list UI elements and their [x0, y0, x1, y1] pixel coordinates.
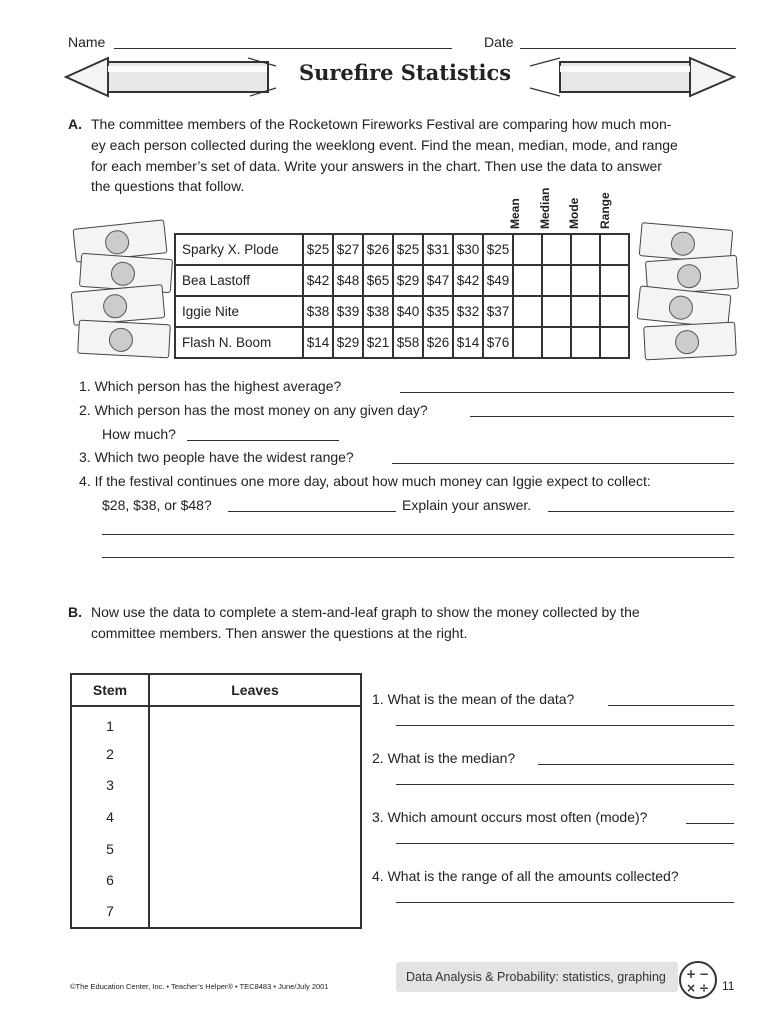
column-header-mode: Mode	[567, 197, 581, 229]
date-field[interactable]	[520, 48, 736, 49]
stem-value: 7	[71, 896, 149, 928]
amount-cell: $31	[423, 234, 453, 265]
table-row	[71, 738, 361, 770]
answer-line-a4[interactable]	[228, 511, 396, 512]
mean-answer-cell[interactable]	[513, 265, 542, 296]
svg-text:+: +	[686, 967, 697, 981]
median-answer-cell[interactable]	[542, 265, 571, 296]
topic-text: Data Analysis & Probability: statistics, graphing	[406, 970, 666, 984]
amount-cell: $47	[423, 265, 453, 296]
question-b3: 3. Which amount occurs most often (mode)?	[372, 809, 648, 825]
amount-cell: $29	[333, 327, 363, 358]
amount-cell: $37	[483, 296, 513, 327]
mode-answer-cell[interactable]	[571, 327, 600, 358]
table-row	[175, 327, 629, 358]
stem-value: 5	[71, 833, 149, 865]
amount-cell: $25	[483, 234, 513, 265]
amount-cell: $14	[303, 327, 333, 358]
stem-value: 1	[71, 706, 149, 738]
answer-line-b1[interactable]	[608, 705, 734, 706]
median-answer-cell[interactable]	[542, 234, 571, 265]
amount-cell: $26	[363, 234, 393, 265]
range-answer-cell[interactable]	[600, 327, 629, 358]
mode-answer-cell[interactable]	[571, 296, 600, 327]
column-header-median: Median	[538, 187, 552, 229]
question-a1: 1. Which person has the highest average?	[79, 378, 342, 394]
name-label: Name	[68, 34, 106, 50]
table-row	[71, 833, 361, 865]
stem-header: Stem	[71, 674, 149, 706]
question-b2: 2. What is the median?	[372, 750, 516, 766]
stem-value: 6	[71, 864, 149, 896]
leaves-cell[interactable]	[149, 833, 361, 865]
question-b1: 1. What is the mean of the data?	[372, 691, 575, 707]
section-a-letter: A.	[68, 116, 82, 132]
table-header-row	[71, 674, 361, 706]
math-symbols-icon	[676, 960, 722, 1000]
table-row	[71, 801, 361, 833]
amount-cell: $26	[423, 327, 453, 358]
leaves-cell[interactable]	[149, 864, 361, 896]
leaves-cell[interactable]	[149, 769, 361, 801]
svg-text:÷: ÷	[699, 981, 710, 995]
amount-cell: $42	[453, 265, 483, 296]
member-name: Sparky X. Plode	[175, 234, 303, 265]
amount-cell: $21	[363, 327, 393, 358]
member-name: Iggie Nite	[175, 296, 303, 327]
answer-line-a2b[interactable]	[187, 440, 339, 441]
member-name: Flash N. Boom	[175, 327, 303, 358]
question-a4: 4. If the festival continues one more day, about how much money can Iggie expect to collect:	[79, 473, 651, 489]
question-b4: 4. What is the range of all the amounts collected?	[372, 868, 679, 884]
answer-line-b1[interactable]	[396, 725, 734, 726]
leaves-cell[interactable]	[149, 801, 361, 833]
section-a-text-line: the questions that follow.	[91, 178, 245, 194]
mean-answer-cell[interactable]	[513, 296, 542, 327]
table-row	[175, 265, 629, 296]
amount-cell: $25	[303, 234, 333, 265]
data-table	[174, 233, 630, 359]
table-row	[175, 296, 629, 327]
range-answer-cell[interactable]	[600, 234, 629, 265]
money-bill-image	[77, 320, 171, 359]
table-row	[71, 896, 361, 928]
name-field[interactable]	[114, 48, 452, 49]
question-a2-how-much: How much?	[102, 426, 176, 442]
amount-cell: $38	[303, 296, 333, 327]
leaves-cell[interactable]	[149, 706, 361, 738]
answer-line-b4[interactable]	[396, 902, 734, 903]
mean-answer-cell[interactable]	[513, 234, 542, 265]
stem-value: 3	[71, 769, 149, 801]
range-answer-cell[interactable]	[600, 296, 629, 327]
answer-line-b2[interactable]	[396, 784, 734, 785]
amount-cell: $14	[453, 327, 483, 358]
leaves-header: Leaves	[149, 674, 361, 706]
answer-line-b2[interactable]	[538, 764, 734, 765]
amount-cell: $32	[453, 296, 483, 327]
stem-value: 4	[71, 801, 149, 833]
table-row	[175, 234, 629, 265]
column-header-range: Range	[598, 192, 612, 229]
amount-cell: $35	[423, 296, 453, 327]
amount-cell: $65	[363, 265, 393, 296]
mean-answer-cell[interactable]	[513, 327, 542, 358]
amount-cell: $25	[393, 234, 423, 265]
section-b-letter: B.	[68, 604, 82, 620]
page-number: 11	[722, 979, 735, 993]
answer-line-a1[interactable]	[400, 392, 734, 393]
leaves-cell[interactable]	[149, 896, 361, 928]
amount-cell: $38	[363, 296, 393, 327]
explain-line[interactable]	[102, 534, 734, 535]
amount-cell: $76	[483, 327, 513, 358]
explain-line[interactable]	[548, 511, 734, 512]
amount-cell: $49	[483, 265, 513, 296]
answer-line-a2[interactable]	[470, 416, 734, 417]
mode-answer-cell[interactable]	[571, 265, 600, 296]
question-a4-options: $28, $38, or $48?	[102, 497, 212, 513]
money-bill-image	[643, 322, 737, 361]
amount-cell: $48	[333, 265, 363, 296]
median-answer-cell[interactable]	[542, 327, 571, 358]
median-answer-cell[interactable]	[542, 296, 571, 327]
amount-cell: $39	[333, 296, 363, 327]
section-a-text-line: The committee members of the Rocketown Fireworks Festival are comparing how much mon-	[91, 116, 672, 132]
question-a2: 2. Which person has the most money on any given day?	[79, 402, 428, 418]
range-answer-cell[interactable]	[600, 265, 629, 296]
leaves-cell[interactable]	[149, 738, 361, 770]
mode-answer-cell[interactable]	[571, 234, 600, 265]
question-a4-explain: Explain your answer.	[402, 497, 532, 513]
section-b-text-line: committee members. Then answer the questions at the right.	[91, 625, 468, 641]
svg-text:×: ×	[686, 981, 697, 995]
amount-cell: $40	[393, 296, 423, 327]
member-name: Bea Lastoff	[175, 265, 303, 296]
page-title: Surefire Statistics	[298, 60, 512, 85]
column-header-mean: Mean	[508, 198, 522, 229]
answer-line-b3[interactable]	[396, 843, 734, 844]
answer-line-b3[interactable]	[686, 823, 734, 824]
table-row	[71, 706, 361, 738]
date-label: Date	[484, 34, 514, 50]
stem-and-leaf-table	[70, 673, 362, 929]
amount-cell: $42	[303, 265, 333, 296]
amount-cell: $58	[393, 327, 423, 358]
section-b-text-line: Now use the data to complete a stem-and-leaf graph to show the money collected by the	[91, 604, 640, 620]
section-a-text-line: for each member’s set of data. Write your answers in the chart. Then use the data to answer	[91, 158, 662, 174]
section-a-text-line: ey each person collected during the weeklong event. Find the mean, median, mode, and range	[91, 137, 678, 153]
amount-cell: $27	[333, 234, 363, 265]
question-a3: 3. Which two people have the widest range?	[79, 449, 354, 465]
stem-value: 2	[71, 738, 149, 770]
explain-line[interactable]	[102, 557, 734, 558]
amount-cell: $30	[453, 234, 483, 265]
table-row	[71, 864, 361, 896]
copyright-text: ©The Education Center, Inc. • Teacher’s Helper® • TEC8483 • June/July 2001	[70, 982, 329, 991]
table-row	[71, 769, 361, 801]
answer-line-a3[interactable]	[392, 463, 734, 464]
svg-text:−: −	[699, 967, 710, 981]
amount-cell: $29	[393, 265, 423, 296]
